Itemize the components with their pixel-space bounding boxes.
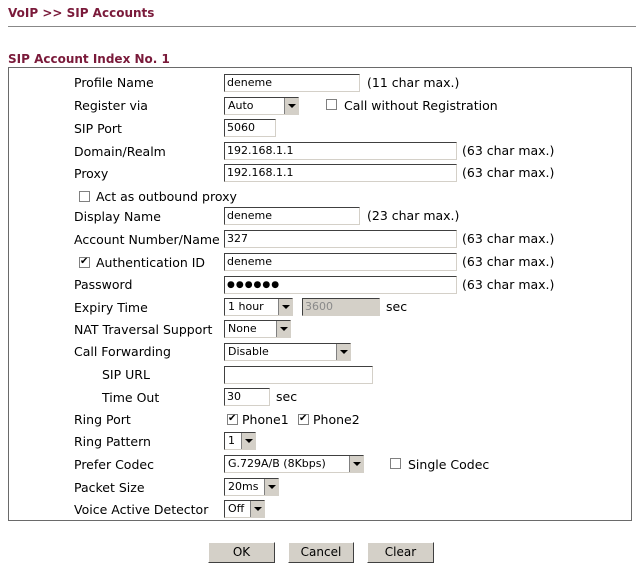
ring-pattern-value: 1: [228, 434, 235, 447]
act-as-outbound-proxy-label: Act as outbound proxy: [96, 189, 237, 204]
chevron-down-icon: [278, 299, 292, 315]
page-title: VoIP >> SIP Accounts: [8, 6, 155, 20]
packet-size-select[interactable]: [224, 478, 279, 496]
chevron-down-icon: [241, 433, 255, 449]
section-title: SIP Account Index No. 1: [8, 52, 170, 66]
register-via-value: Auto: [228, 99, 254, 112]
account-number-input[interactable]: 327: [224, 230, 457, 248]
chevron-down-icon: [284, 98, 298, 114]
profile-name-input[interactable]: deneme: [224, 74, 360, 92]
single-codec-checkbox[interactable]: [390, 458, 401, 469]
sip-url-input[interactable]: [224, 366, 373, 384]
proxy-label: Proxy: [74, 166, 109, 181]
prefer-codec-label: Prefer Codec: [74, 457, 154, 472]
authentication-id-label: Authentication ID: [96, 255, 206, 270]
expiry-time-label: Expiry Time: [74, 300, 148, 315]
profile-name-hint: (11 char max.): [367, 75, 460, 90]
password-input[interactable]: ●●●●●●: [224, 276, 457, 294]
call-forwarding-label: Call Forwarding: [74, 344, 171, 359]
expiry-unit: sec: [386, 299, 408, 314]
prefer-codec-value: G.729A/B (8Kbps): [228, 457, 326, 470]
vad-select[interactable]: [224, 500, 265, 518]
chevron-down-icon: [349, 456, 363, 472]
ring-port-phone2-label: Phone2: [313, 412, 360, 427]
domain-realm-hint: (63 char max.): [462, 143, 555, 158]
call-without-registration-label: Call without Registration: [344, 98, 498, 113]
ring-port-phone1-label: Phone1: [242, 412, 289, 427]
sip-port-label: SIP Port: [74, 121, 122, 136]
proxy-input[interactable]: 192.168.1.1: [224, 164, 457, 182]
chevron-down-icon: [336, 344, 350, 360]
ring-port-label: Ring Port: [74, 412, 131, 427]
display-name-input[interactable]: deneme: [224, 207, 360, 225]
sip-port-input[interactable]: 5060: [224, 119, 276, 137]
password-label: Password: [74, 277, 133, 292]
packet-size-label: Packet Size: [74, 480, 145, 495]
account-number-hint: (63 char max.): [462, 231, 555, 246]
time-out-label: Time Out: [102, 390, 160, 405]
account-number-label: Account Number/Name: [74, 232, 220, 247]
ring-pattern-label: Ring Pattern: [74, 434, 151, 449]
ring-port-phone1-checkbox[interactable]: [227, 414, 238, 425]
register-via-label: Register via: [74, 98, 148, 113]
domain-realm-label: Domain/Realm: [74, 144, 166, 159]
expiry-time-value: 1 hour: [228, 300, 264, 313]
packet-size-value: 20ms: [228, 480, 259, 493]
display-name-label: Display Name: [74, 209, 161, 224]
sip-url-label: SIP URL: [102, 367, 150, 382]
chevron-down-icon: [250, 501, 264, 517]
prefer-codec-select[interactable]: [224, 455, 364, 473]
display-name-hint: (23 char max.): [367, 208, 460, 223]
register-via-select[interactable]: [224, 97, 299, 115]
expiry-time-select[interactable]: [224, 298, 293, 316]
call-without-registration-checkbox[interactable]: [326, 99, 337, 110]
clear-button[interactable]: Clear: [367, 542, 434, 563]
domain-realm-input[interactable]: 192.168.1.1: [224, 142, 457, 160]
nat-traversal-select[interactable]: [224, 320, 291, 338]
nat-traversal-label: NAT Traversal Support: [74, 322, 213, 337]
call-forwarding-select[interactable]: [224, 343, 351, 361]
ok-button[interactable]: OK: [208, 542, 275, 563]
ring-pattern-select[interactable]: [224, 432, 256, 450]
ring-port-phone2-checkbox[interactable]: [298, 414, 309, 425]
chevron-down-icon: [276, 321, 290, 337]
vad-label: Voice Active Detector: [74, 502, 209, 517]
expiry-seconds-input: 3600: [302, 298, 380, 316]
authentication-id-input[interactable]: deneme: [224, 253, 457, 271]
single-codec-label: Single Codec: [408, 457, 490, 472]
password-hint: (63 char max.): [462, 277, 555, 292]
title-divider: [8, 26, 636, 27]
chevron-down-icon: [264, 479, 278, 495]
cancel-button[interactable]: Cancel: [288, 542, 354, 563]
profile-name-label: Profile Name: [74, 75, 154, 90]
vad-value: Off: [228, 502, 245, 515]
time-out-unit: sec: [276, 389, 298, 404]
authentication-id-hint: (63 char max.): [462, 254, 555, 269]
nat-traversal-value: None: [228, 322, 257, 335]
authentication-id-checkbox[interactable]: [79, 257, 90, 268]
call-forwarding-value: Disable: [228, 345, 269, 358]
proxy-hint: (63 char max.): [462, 165, 555, 180]
time-out-input[interactable]: 30: [224, 388, 270, 406]
act-as-outbound-proxy-checkbox[interactable]: [79, 191, 90, 202]
